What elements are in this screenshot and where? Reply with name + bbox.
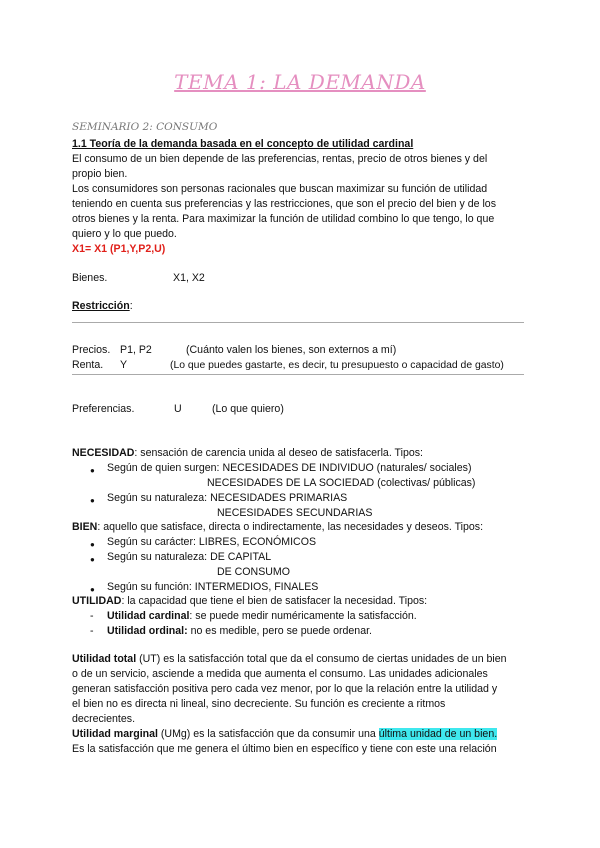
necesidad-bullet-1-cont: NECESIDADES DE LA SOCIEDAD (colectivas/ públicas) (207, 477, 476, 489)
divider-top (72, 322, 524, 323)
restriccion-colon: : (129, 300, 133, 312)
preferencias-label: Preferencias. (72, 403, 135, 415)
bien-bullet-3: ● Según su función: INTERMEDIOS, FINALES (107, 580, 318, 595)
restriccion-label: Restricción (72, 300, 130, 312)
utilidad-ordinal-term: Utilidad ordinal: (107, 625, 188, 637)
bien-bullet-1: ● Según su carácter: LIBRES, ECONÓMICOS (107, 535, 316, 550)
utilidad-def: : la capacidad que tiene el bien de satisfacer la necesidad. Tipos: (121, 595, 428, 607)
precios-value: P1, P2 (120, 344, 152, 356)
intro-line-3: Los consumidores son personas racionales que buscan maximizar su función de utilidad (72, 183, 488, 195)
umg-highlight: última unidad de un bien. (378, 728, 498, 740)
bienes-value: X1, X2 (173, 272, 205, 284)
demand-formula: X1= X1 (P1,Y,P2,U) (72, 243, 166, 255)
utilidad-term: UTILIDAD (72, 595, 122, 607)
necesidad-bullet-1: ● Según de quien surgen: NECESIDADES DE INDIVIDUO (naturales/ sociales) (107, 461, 471, 476)
intro-line-4: teniendo en cuenta sus preferencias y las restricciones, que son el precio del bien y de los (72, 198, 496, 210)
bien-bullet-2-cont: DE CONSUMO (217, 566, 290, 578)
divider-bottom (72, 374, 524, 375)
precios-note: (Cuánto valen los bienes, son externos a mí) (186, 344, 397, 356)
necesidad-bullet-2-cont: NECESIDADES SECUNDARIAS (217, 507, 373, 519)
ut-paragraph-line-1 (72, 652, 507, 667)
necesidad-definition (72, 446, 423, 461)
necesidad-def: : sensación de carencia unida al deseo de satisfacerla. Tipos: (134, 447, 423, 459)
umg-paragraph-line-1 (72, 727, 497, 742)
ut-paragraph-line-5: decrecientes. (72, 713, 136, 725)
intro-line-6: quiero y lo que puedo. (72, 228, 177, 240)
umg-first: (UMg) es la satisfacción que da consumir una (157, 728, 379, 740)
utilidad-cardinal-item (107, 609, 417, 624)
restriccion-heading (72, 299, 133, 314)
utilidad-definition (72, 594, 427, 609)
seminar-subtitle: SEMINARIO 2: CONSUMO (72, 121, 218, 133)
page-title: TEMA 1: LA DEMANDA (174, 70, 426, 94)
bien-def: : aquello que satisface, directa o indirectamente, las necesidades y deseos. Tipos: (97, 521, 484, 533)
preferencias-note: (Lo que quiero) (212, 403, 284, 415)
bien-term: BIEN (72, 521, 98, 533)
utilidad-cardinal-def: : se puede medir numéricamente la satisfacción. (189, 610, 417, 622)
utilidad-cardinal-term: Utilidad cardinal (107, 610, 190, 622)
ut-paragraph-line-3: generan satisfacción positiva pero cada vez menor, por lo que la relación entre la utilidad y (72, 683, 498, 695)
utilidad-ordinal-item (107, 624, 372, 639)
renta-value: Y (120, 359, 128, 371)
ut-paragraph-line-4: el bien no es directa ni lineal, sino decreciente. Su función es creciente a ritmos (72, 698, 446, 710)
ut-term: Utilidad total (72, 653, 137, 665)
ut-paragraph-line-2: o de un servicio, asciende a medida que aumenta el consumo. Las unidades adicionales (72, 668, 488, 680)
ut-first: (UT) es la satisfacción total que da el consumo de ciertas unidades de un bien (136, 653, 507, 665)
intro-line-2: propio bien. (72, 168, 128, 180)
renta-label: Renta. (72, 359, 104, 371)
necesidad-bullet-2: ● Según su naturaleza: NECESIDADES PRIMARIAS (107, 491, 347, 506)
umg-paragraph-line-2: Es la satisfacción que me genera el último bien en específico y tiene con este una relación (72, 743, 497, 755)
bienes-label: Bienes. (72, 272, 108, 284)
section-heading: 1.1 Teoría de la demanda basada en el concepto de utilidad cardinal (72, 138, 414, 150)
intro-line-5: otros bienes y la renta. Para maximizar la función de utilidad combino lo que tengo, lo que (72, 213, 495, 225)
umg-term: Utilidad marginal (72, 728, 158, 740)
preferencias-value: U (174, 403, 182, 415)
necesidad-term: NECESIDAD (72, 447, 135, 459)
bien-bullet-2: ● Según su naturaleza: DE CAPITAL (107, 550, 271, 565)
renta-note: (Lo que puedes gastarte, es decir, tu presupuesto o capacidad de gasto) (170, 360, 504, 371)
intro-line-1: El consumo de un bien depende de las preferencias, rentas, precio de otros bienes y del (72, 153, 488, 165)
precios-label: Precios. (72, 344, 111, 356)
bien-definition (72, 520, 483, 535)
utilidad-ordinal-def: no es medible, pero se puede ordenar. (187, 625, 372, 637)
